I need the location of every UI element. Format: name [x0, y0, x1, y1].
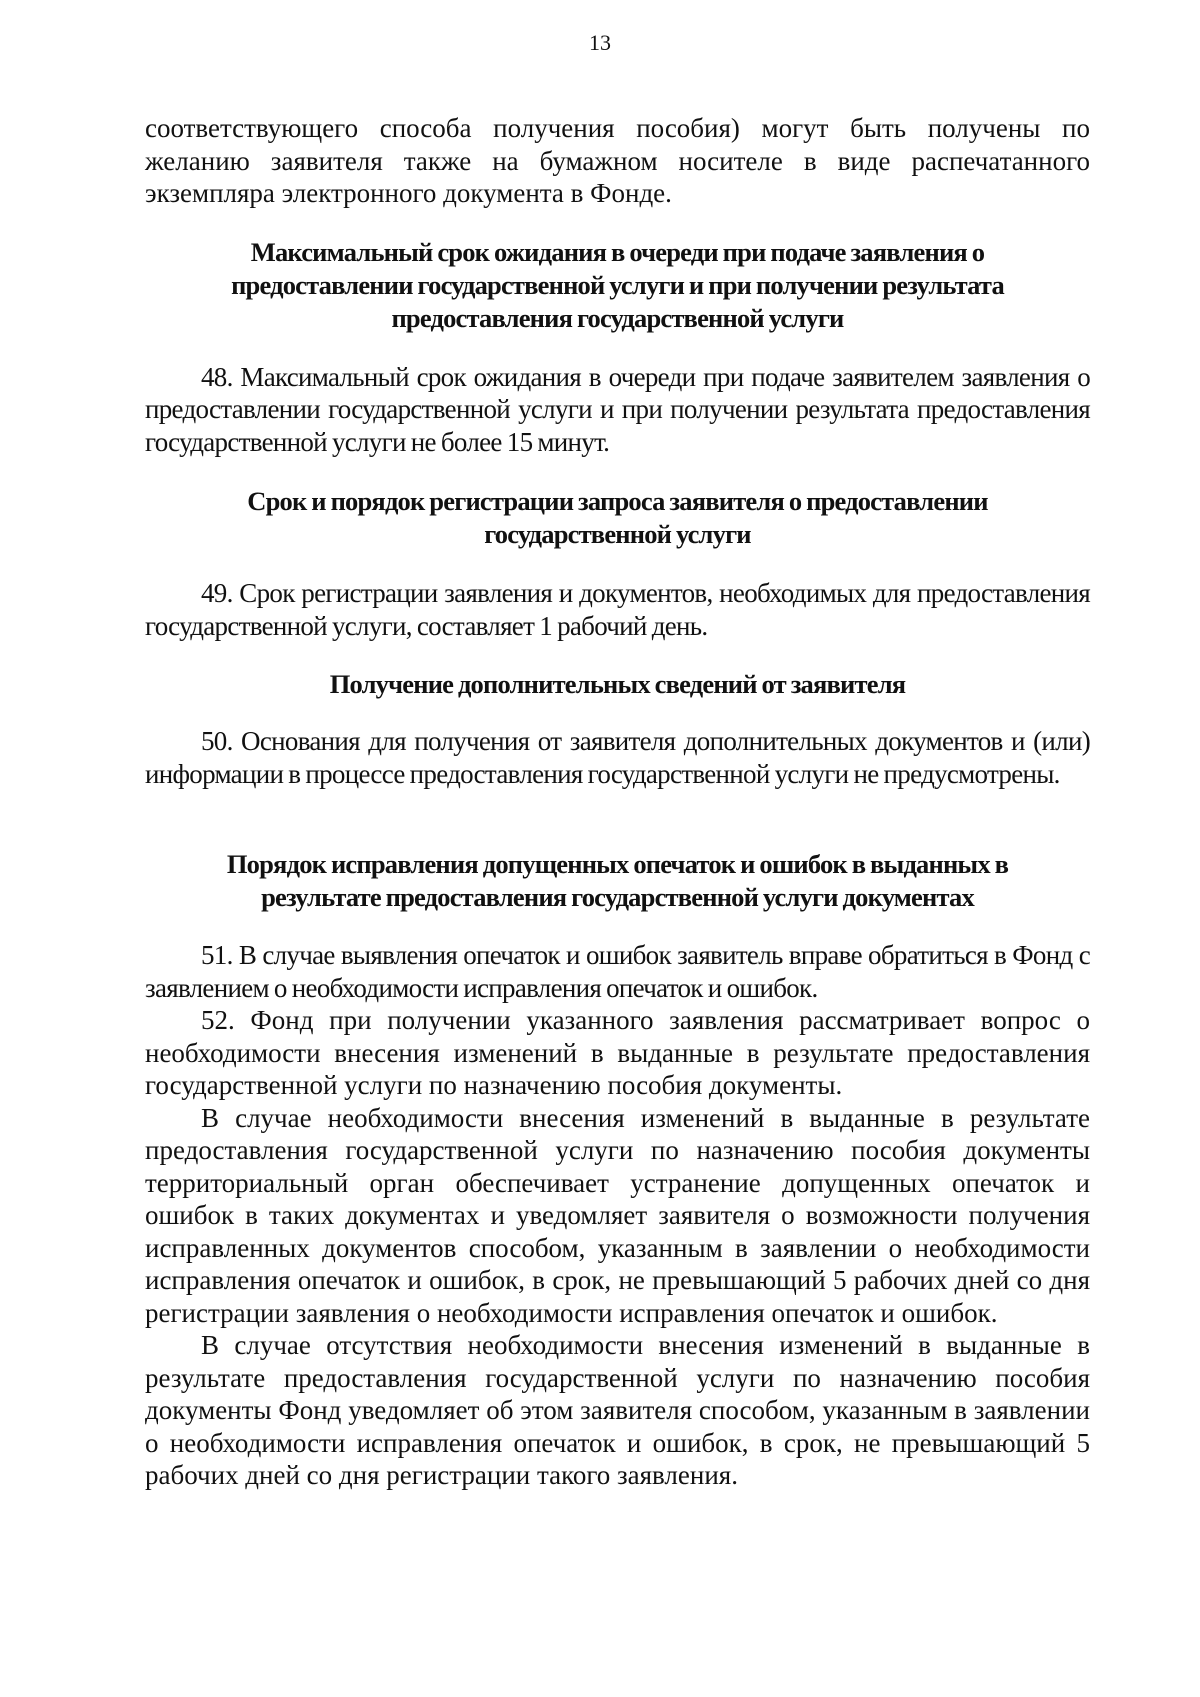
heading-max-wait-time: Максимальный срок ожидания в очереди при подаче заявления о предоставлении государственной услуги и при получении результата предоставления государственной услуги — [231, 236, 1004, 333]
paragraph-51: 51. В случае выявления опечаток и ошибок заявитель вправе обратиться в Фонд с заявлением о необходимости исправления опечаток и ошибок. — [145, 940, 1090, 1003]
paragraph-52-need-changes: В случае необходимости внесения изменений в выданные в результате предоставления государственной услуги по назначению пособия документы территориальный орган обеспечивает устранение допущенных опечаток и ошибок в таких документах и уведомляет заявителя о возможности получения исправленных документов способом, указанным в заявлении о необходимости исправления опечаток и ошибок, в срок, не превышающий 5 рабочих дней со дня регистрации заявления о необходимости исправления опечаток и ошибок. — [145, 1102, 1090, 1328]
heading-registration-term: Срок и порядок регистрации запроса заявителя о предоставлении государственной услуги — [247, 486, 988, 549]
paragraph-52-no-changes: В случае отсутствия необходимости внесения изменений в выданные в результате предоставления государственной услуги по назначению пособия документы Фонд уведомляет об этом заявителя способом, указанным в заявлении о необходимости исправления опечаток и ошибок, в срок, не превышающий 5 рабочих дней со дня регистрации такого заявления. — [145, 1330, 1090, 1490]
paragraph-intro: соответствующего способа получения пособия) могут быть получены по желанию заявителя также на бумажном носителе в виде распечатанного экземпляра электронного документа в Фонде. — [145, 113, 1090, 208]
paragraph-48: 48. Максимальный срок ожидания в очереди при подаче заявителем заявления о предоставлении государственной услуги и при получении результата предоставления государственной услуги не более 15 минут. — [145, 361, 1090, 457]
heading-additional-info: Получение дополнительных сведений от заявителя — [329, 669, 906, 699]
paragraph-50: 50. Основания для получения от заявителя дополнительных документов и (или) информации в процессе предоставления государственной услуги не предусмотрены. — [145, 726, 1090, 789]
heading-corrections-procedure: Порядок исправления допущенных опечаток и ошибок в выданных в результате предоставления государственной услуги документах — [226, 849, 1009, 912]
document-body — [145, 112, 1090, 1492]
paragraph-49: 49. Срок регистрации заявления и документов, необходимых для предоставления государственной услуги, составляет 1 рабочий день. — [145, 578, 1090, 641]
paragraph-52: 52. Фонд при получении указанного заявления рассматривает вопрос о необходимости внесения изменений в выданные в результате предоставления государственной услуги по назначению пособия документы. — [145, 1005, 1090, 1100]
page-number: 13 — [589, 30, 611, 55]
